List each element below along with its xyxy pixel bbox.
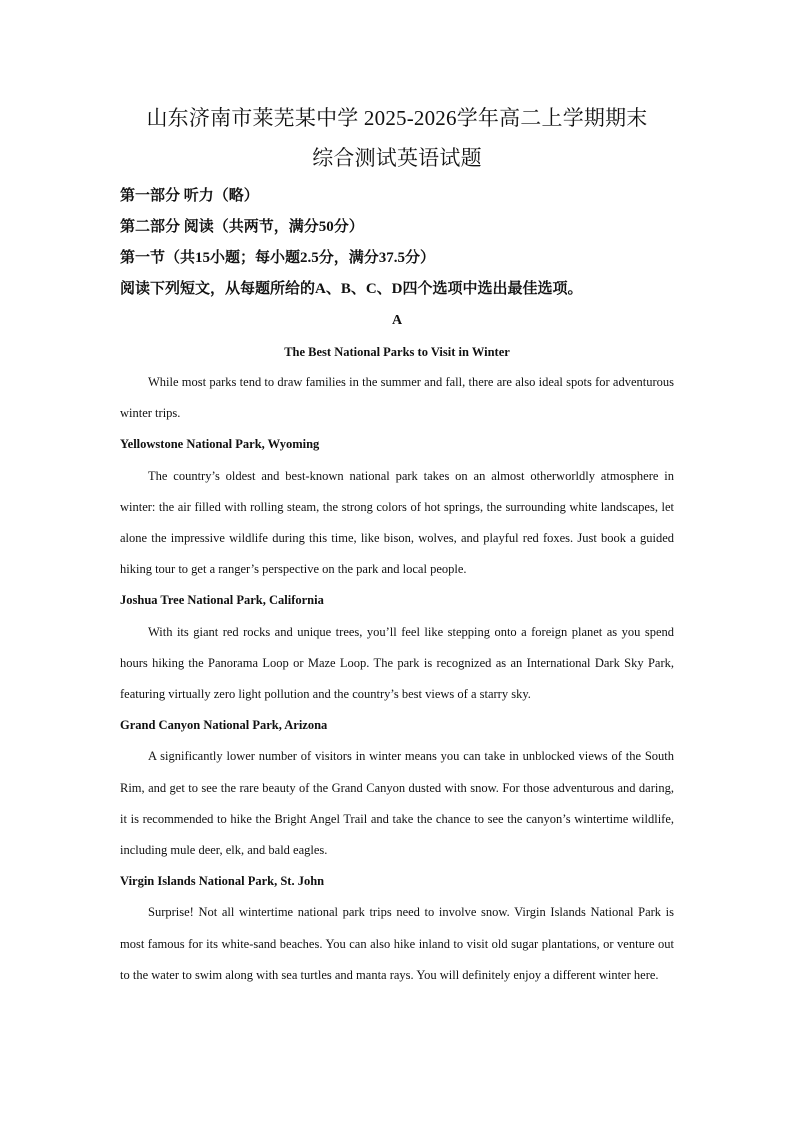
- part2-heading: 第二部分 阅读（共两节，满分50分）: [120, 219, 364, 235]
- park-heading-joshua-tree: Joshua Tree National Park, California: [120, 593, 324, 608]
- passage-title: The Best National Parks to Visit in Winter: [284, 345, 510, 359]
- park-text-grand-canyon: A significantly lower number of visitors in winter means you can take in unblocked views of the South Rim, and get to see the rare beauty of the Grand Canyon dusted with snow. For those adventurous and daring, it is recommended to hike the Bright Angel Trail and take the chance to see the canyon’s wintertime wildlife, including mule deer, elk, and bald eagles.: [120, 749, 674, 858]
- instruction-text: 阅读下列短文，从每题所给的A、B、C、D四个选项中选出最佳选项。: [120, 281, 583, 297]
- exam-title-line1: 山东济南市莱芜某中学 2025-2026学年高二上学期期末: [146, 106, 648, 130]
- park-text-joshua-tree: With its giant red rocks and unique trees, you’ll feel like stepping onto a foreign planet as you spend hours hiking the Panorama Loop or Maze Loop. The park is recognized as an International Dark Sky Park, featuring virtually zero light pollution and the country’s best views of a starry sky.: [120, 624, 674, 702]
- park-text-virgin-islands: Surprise! Not all wintertime national park trips need to involve snow. Virgin Islands National Park is most famous for its white-sand beaches. You can also hike inland to visit old sugar plantations, or venture out to the water to swim along with sea turtles and manta rays. You will definitely enjoy a different winter here.: [120, 905, 674, 982]
- park-text-yellowstone: The country’s oldest and best-known national park takes on an almost otherworldly atmosphere in winter: the air filled with rolling steam, the strong colors of hot springs, the surrounding white landscapes, let alone the impressive wildlife during this time, like bison, wolves, and playful red foxes. Just book a guided hiking tour to get a ranger’s perspective on the park and local people.: [120, 468, 674, 577]
- passage-intro: While most parks tend to draw families in the summer and fall, there are also ideal spots for adventurous winter trips.: [120, 375, 674, 421]
- section1-heading: 第一节（共15小题；每小题2.5分，满分37.5分）: [120, 250, 436, 266]
- passage-letter: A: [391, 313, 403, 328]
- part1-heading: 第一部分 听力（略）: [120, 188, 259, 204]
- exam-page: [120, 98, 674, 991]
- park-heading-grand-canyon: Grand Canyon National Park, Arizona: [120, 718, 328, 733]
- park-heading-virgin-islands: Virgin Islands National Park, St. John: [120, 874, 325, 889]
- exam-title-line2: 综合测试英语试题: [312, 146, 482, 170]
- park-heading-yellowstone: Yellowstone National Park, Wyoming: [120, 437, 320, 452]
